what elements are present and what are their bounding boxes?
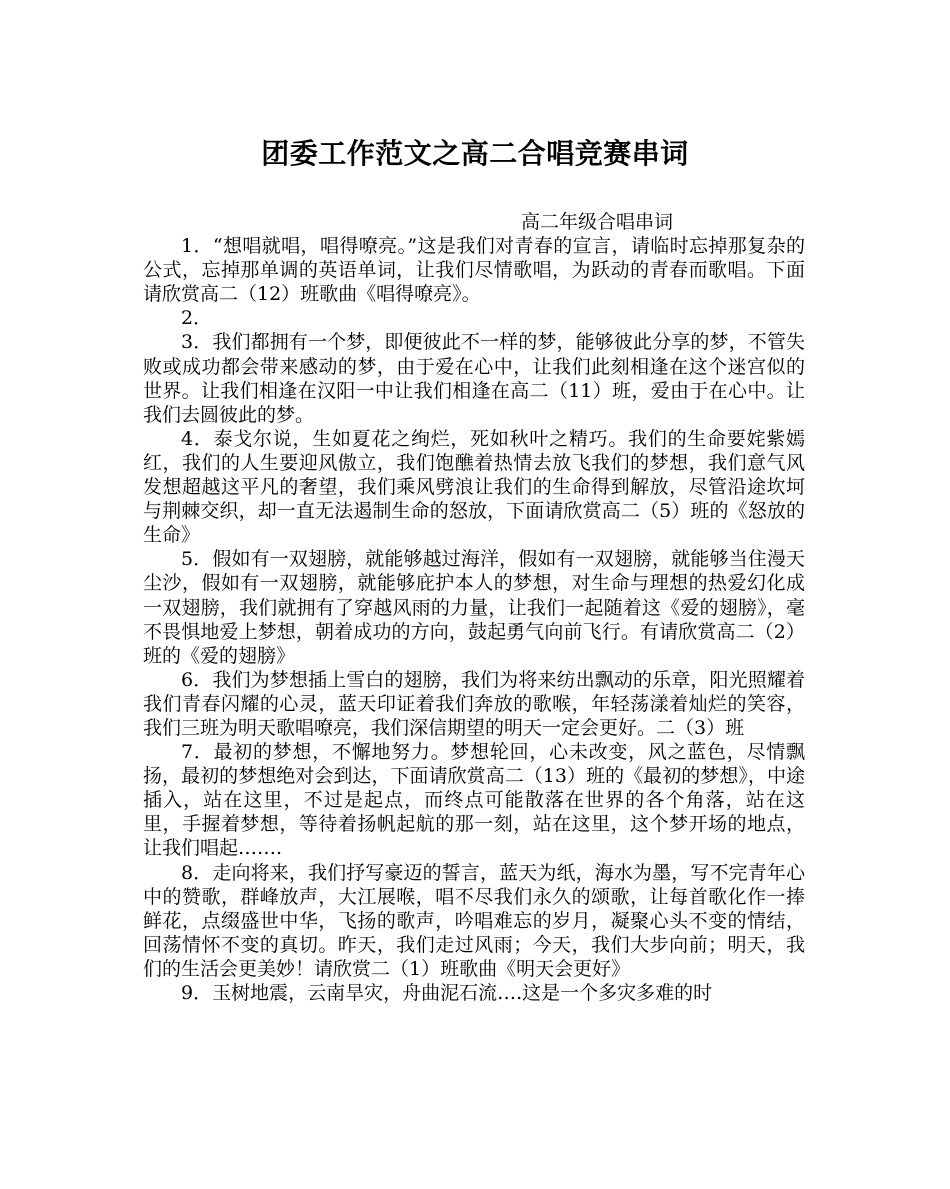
paragraph-7: 7．最初的梦想，不懈地努力。梦想轮回，心未改变，风之蓝色，尽情飘扬，最初的梦想绝对会到达，下面请欣赏高二（13）班的《最初的梦想》，中途插入，站在这里，不过是起点，而终点可能散落在世界的各个角落，站在这里，手握着梦想，等待着扬帆起航的那一刻，站在这里，这个梦开场的地点，让我们唱起……. [143,741,805,860]
paragraph-9: 9．玉树地震，云南旱灾，舟曲泥石流….这是一个多灾多难的时 [181,982,713,1004]
paragraph-6: 6．我们为梦想插上雪白的翅膀，我们为将来纺出飘动的乐章，阳光照耀着我们青春闪耀的心灵，蓝天印证着我们奔放的歌喉，年轻荡漾着灿烂的笑容，我们三班为明天歌唱嘹亮，我们深信期望的明天一定会更好。二（3）班 [143,668,805,739]
paragraph-4: 4．泰戈尔说，生如夏花之绚烂，死如秋叶之精巧。我们的生命要姹紫嫣红，我们的人生要迎风傲立，我们饱醮着热情去放飞我们的梦想，我们意气风发想超越这平凡的奢望，我们乘风劈浪让我们的生命得到解放，尽管沿途坎坷与荆棘交织，却一直无法遏制生命的怒放，下面请欣赏高二（5）班的《怒放的生命》 [143,427,805,547]
document-body [143,210,805,1005]
paragraph-1: 1．“想唱就唱，唱得嘹亮。”这是我们对青春的宣言，请临时忘掉那复杂的公式，忘掉那单调的英语单词，让我们尽情歌唱，为跃动的青春而歌唱。下面请欣赏高二（12）班歌曲《唱得嘹亮》。 [143,235,805,306]
paragraph-2: 2． [181,307,213,330]
paragraph-8: 8．走向将来，我们抒写豪迈的誓言，蓝天为纸，海水为墨，写不完青年心中的赞歌，群峰放声，大江展喉，唱不尽我们永久的颂歌，让每首歌化作一捧鲜花，点缀盛世中华，飞扬的歌声，吟唱难忘的岁月，凝聚心头不变的情结，回荡情怀不变的真切。昨天，我们走过风雨；今天，我们大步向前；明天，我们的生活会更美妙！请欣赏二（1）班歌曲《明天会更好》 [143,861,805,980]
paragraph-5: 5．假如有一双翅膀，就能够越过海洋，假如有一双翅膀，就能够当住漫天尘沙，假如有一双翅膀，就能够庇护本人的梦想，对生命与理想的热爱幻化成一双翅膀，我们就拥有了穿越风雨的力量，让我们一起随着这《爱的翅膀》，毫不畏惧地爱上梦想，朝着成功的方向，鼓起勇气向前飞行。有请欣赏高二（2）班的《爱的翅膀》 [143,548,805,667]
document-title: 团委工作范文之高二合唱竞赛串词 [261,137,689,170]
document-subtitle: 高二年级合唱串词 [521,211,674,233]
paragraph-3: 3．我们都拥有一个梦，即便彼此不一样的梦，能够彼此分享的梦，不管失败或成功都会带来感动的梦，由于爱在心中，让我们此刻相逢在这个迷宫似的世界。让我们相逢在汉阳一中让我们相逢在高二（11）班，爱由于在心中。让我们去圆彼此的梦。 [143,331,805,426]
